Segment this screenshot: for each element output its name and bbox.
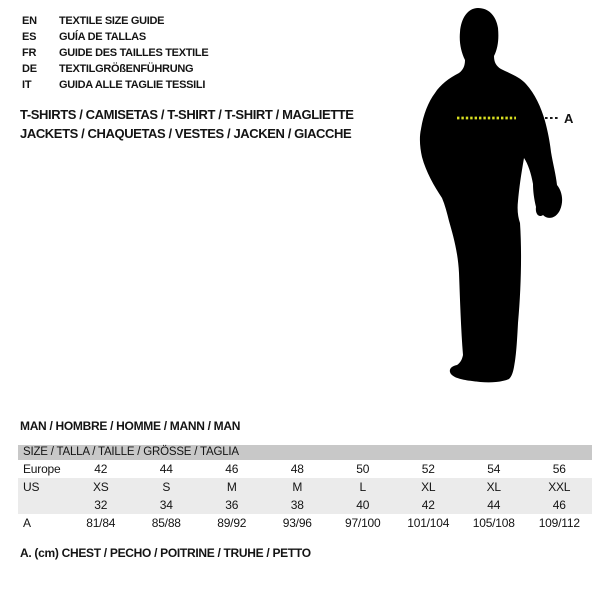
language-code-es: ES [22, 31, 37, 43]
size-table [18, 445, 592, 532]
language-row [22, 77, 208, 93]
table-cell: 97/100 [344, 516, 381, 530]
table-cell: 34 [159, 498, 173, 512]
language-row [22, 29, 208, 45]
male-silhouette-figure [405, 5, 580, 395]
table-cell: 54 [487, 462, 501, 476]
table-cell: 93/96 [282, 516, 312, 530]
row-label: Europe [23, 462, 61, 476]
guide-title-es: GUÍA DE TALLAS [59, 31, 146, 43]
language-row [22, 45, 208, 61]
table-row-europe [18, 460, 592, 478]
table-cell: M [226, 480, 237, 494]
table-cell: 85/88 [151, 516, 181, 530]
table-cell: 42 [421, 498, 435, 512]
language-code-en: EN [22, 15, 37, 27]
table-row-us [18, 478, 592, 496]
language-code-it: IT [22, 79, 32, 91]
language-guide [22, 13, 208, 93]
table-row-chest-a [18, 514, 592, 532]
language-row [22, 61, 208, 77]
table-cell: 48 [290, 462, 304, 476]
measurement-label-a: A [564, 111, 574, 126]
category-line-jackets: JACKETS / CHAQUETAS / VESTES / JACKEN / GIACCHE [20, 125, 352, 141]
section-title-man: MAN / HOMBRE / HOMME / MANN / MAN [20, 419, 241, 433]
table-cell: 44 [487, 498, 501, 512]
size-table-header: SIZE / TALLA / TAILLE / GRÖSSE / TAGLIA [18, 445, 592, 460]
category-heading [20, 106, 354, 143]
table-cell: 50 [356, 462, 370, 476]
table-cell: 40 [356, 498, 370, 512]
table-cell: XL [421, 480, 436, 494]
table-cell: 42 [94, 462, 108, 476]
category-line-tshirts: T-SHIRTS / CAMISETAS / T-SHIRT / T-SHIRT / MAGLIETTE [20, 107, 354, 122]
language-code-de: DE [22, 63, 37, 75]
table-cell: 89/92 [217, 516, 247, 530]
table-cell: S [162, 480, 171, 494]
table-cell: 38 [290, 498, 304, 512]
table-cell: 101/104 [407, 516, 450, 530]
row-label [18, 496, 68, 514]
language-row [22, 13, 208, 29]
table-cell: XS [92, 480, 109, 494]
table-cell: 44 [159, 462, 173, 476]
table-cell: 36 [225, 498, 239, 512]
guide-title-fr: GUIDE DES TAILLES TEXTILE [59, 47, 209, 59]
table-cell: 56 [552, 462, 566, 476]
table-cell: 32 [94, 498, 108, 512]
language-code-fr: FR [22, 47, 37, 59]
measurement-footnote: A. (cm) CHEST / PECHO / POITRINE / TRUHE / PETTO [20, 546, 311, 560]
table-cell: L [359, 480, 366, 494]
man-silhouette [420, 8, 562, 382]
guide-title-de: TEXTILGRÖßENFÜHRUNG [59, 63, 194, 75]
table-cell: 105/108 [472, 516, 515, 530]
guide-title-en: TEXTILE SIZE GUIDE [59, 15, 165, 27]
table-row-us-numeric [18, 496, 592, 514]
table-cell: 109/112 [538, 516, 580, 530]
row-label: A [23, 516, 31, 530]
table-cell: 46 [552, 498, 566, 512]
table-cell: 46 [225, 462, 239, 476]
table-cell: 81/84 [86, 516, 116, 530]
table-cell: XL [486, 480, 501, 494]
guide-title-it: GUIDA ALLE TAGLIE TESSILI [59, 79, 206, 91]
table-cell: XXL [548, 480, 571, 494]
table-cell: M [292, 480, 303, 494]
table-cell: 52 [421, 462, 435, 476]
row-label: US [23, 480, 40, 494]
